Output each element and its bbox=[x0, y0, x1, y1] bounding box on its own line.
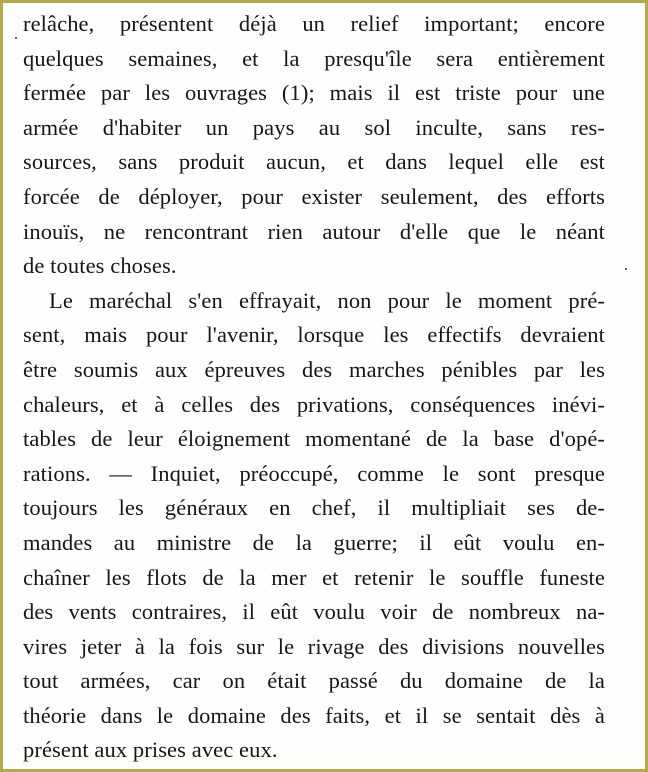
body-text bbox=[23, 7, 605, 768]
text-line: armée d'habiter un pays au sol inculte, sans res- bbox=[23, 114, 605, 140]
print-speck bbox=[15, 37, 17, 39]
text-line: Le maréchal s'en effrayait, non pour le moment pré- bbox=[49, 287, 605, 313]
text-line: chaîner les flots de la mer et retenir le souffle funeste bbox=[23, 564, 605, 590]
text-line: vires jeter à la fois sur le rivage des divisions nouvelles bbox=[23, 633, 605, 659]
text-line: relâche, présentent déjà un relief important; encore bbox=[23, 11, 605, 36]
text-line: tout armées, car on était passé du domaine de la bbox=[23, 668, 605, 694]
text-line: forcée de déployer, pour exister seulement, des efforts bbox=[23, 183, 605, 209]
print-speck bbox=[625, 268, 627, 270]
text-line: sources, sans produit aucun, et dans lequel elle est bbox=[23, 149, 605, 175]
text-line: toujours les généraux en chef, il multipliait ses de- bbox=[23, 495, 605, 521]
text-line: mandes au ministre de la guerre; il eût voulu en- bbox=[23, 529, 605, 555]
paragraph-2 bbox=[23, 284, 605, 768]
text-line: de toutes choses. bbox=[23, 253, 177, 279]
text-line: quelques semaines, et la presqu'île sera entièrement bbox=[23, 45, 605, 71]
text-line: rations. — Inquiet, préoccupé, comme le sont presque bbox=[23, 460, 605, 486]
text-line: des vents contraires, il eût voulu voir de nombreux na- bbox=[23, 599, 605, 625]
text-line: présent aux prises avec eux. bbox=[23, 737, 278, 763]
text-line: inouïs, ne rencontrant rien autour d'elle que le néant bbox=[23, 218, 605, 244]
text-line: sent, mais pour l'avenir, lorsque les effectifs devraient bbox=[23, 322, 605, 348]
paragraph-1 bbox=[23, 7, 605, 284]
text-line: être soumis aux épreuves des marches pénibles par les bbox=[23, 356, 605, 382]
text-line: chaleurs, et à celles des privations, conséquences inévi- bbox=[23, 391, 605, 417]
text-line: théorie dans le domaine des faits, et il se sentait dès à bbox=[23, 702, 605, 728]
text-line: fermée par les ouvrages (1); mais il est triste pour une bbox=[23, 80, 605, 106]
text-line: tables de leur éloignement momentané de la base d'opé- bbox=[23, 426, 605, 452]
